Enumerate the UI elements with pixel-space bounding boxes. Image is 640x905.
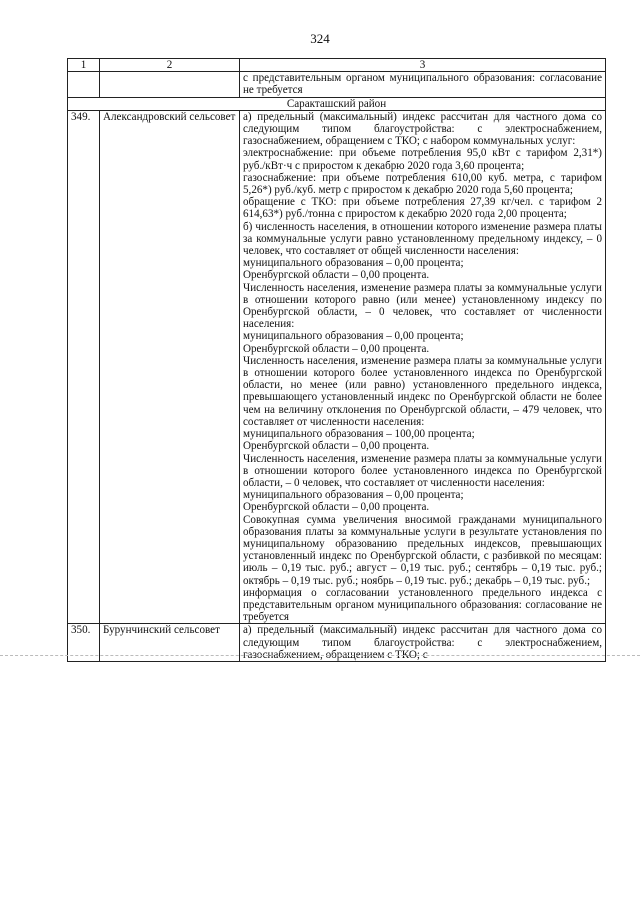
district-row (68, 97, 606, 110)
page-bottom-edge (0, 888, 640, 905)
share-region: Оренбургской области – 0,00 процента. (243, 342, 430, 355)
share-municipal: муниципального образования – 0,00 процента; (243, 330, 464, 343)
monthly-increase-summary: Совокупная сумма увеличения вносимой гражданами муниципального образования платы за коммунальные услуги в результате установления по муниципальному образованию предельных индексов, превышающих установленный индекс по Оренбургской области, с разбивкой по месяцам: июль – 0,19 тыс. руб.; август – 0,19 тыс. руб.; сентябрь – 0,19 тыс. руб.; октябрь – 0,19 тыс. руб.; ноябрь – 0,19 тыс. руб.; декабрь – 0,19 тыс. руб.; (243, 513, 602, 587)
page-number: 324 (310, 31, 330, 46)
row-number: 350. (68, 624, 100, 662)
row-details (240, 110, 606, 624)
index-description: а) предельный (максимальный) индекс рассчитан для частного дома со следующим типом благоустройства: с электроснабжением, газоснабжением, обращением с ТКО; с (243, 624, 602, 661)
gas-line: газоснабжение: при объеме потребления 610,00 куб. метра, с тарифом 5,26*) руб./куб. метр с приростом к декабрю 2020 года 5,60 процента; (243, 171, 602, 197)
population-above-index: Численность населения, изменение размера платы за коммунальные услуги в отношении которого более установленного индекса по Оренбургской области, – 0 человек, что составляет от численности населения: (243, 452, 602, 489)
municipality-name: Бурунчинский сельсовет (100, 624, 240, 662)
electricity-line: электроснабжение: при объеме потребления 95,0 кВт с тарифом 2,31*) руб./кВт·ч с приростом к декабрю 2020 года 3,60 процента; (243, 147, 602, 172)
population-equal-index: б) численность населения, в отношении которого изменение размера платы за коммунальные услуги равно установленному предельному индексу, – 0 человек, что составляет от общей численности населения: (243, 220, 602, 258)
district-heading: Саракташский район (68, 97, 606, 110)
column-number-2: 2 (100, 59, 240, 72)
municipality-name: Александровский сельсовет (100, 110, 240, 624)
waste-line: обращение с ТКО: при объеме потребления 27,39 кг/чел. с тарифом 2 614,63*) руб./тонна с приростом к декабрю 2020 года 2,00 процента; (243, 196, 602, 221)
column-number-1: 1 (68, 59, 100, 72)
share-municipal: муниципального образования – 0,00 процента; (243, 257, 464, 270)
column-number-3: 3 (240, 59, 606, 72)
share-municipal: муниципального образования – 0,00 процента; (243, 489, 464, 502)
document-table (67, 58, 606, 662)
population-below-index: Численность населения, изменение размера платы за коммунальные услуги в отношении которого равно (или менее) установленному индексу по Оренбургской области, – 0 человек, что составляет от численности населения: (243, 281, 602, 331)
index-description: а) предельный (максимальный) индекс рассчитан для частного дома со следующим типом благоустройства: с электроснабжением, газоснабжением, обращением с ТКО; с набором коммунальных услуг: (243, 110, 602, 148)
share-municipal: муниципального образования – 100,00 процента; (243, 428, 475, 441)
column-number-row (68, 59, 606, 72)
approval-info: информация о согласовании установленного предельного индекса с представительным органом муниципального образования: согласование не требуется (243, 586, 602, 624)
scan-fold-line (0, 655, 640, 656)
share-region: Оренбургской области – 0,00 процента. (243, 269, 430, 282)
share-region: Оренбургской области – 0,00 процента. (243, 501, 430, 514)
table-row-349 (68, 110, 606, 624)
continuation-text: с представительным органом муниципального образования: согласование не требуется (243, 72, 602, 97)
continuation-row (68, 72, 606, 97)
row-number: 349. (68, 110, 100, 624)
share-region: Оренбургской области – 0,00 процента. (243, 440, 430, 453)
population-between-index: Численность населения, изменение размера платы за коммунальные услуги в отношении которого более установленного индекса по Оренбургской области, но менее (или равно) установленного предельного индекса, превышающего установленный индекс по Оренбургской области не более чем на величину отклонения по Оренбургской области, – 479 человек, что составляет от численности населения: (243, 354, 602, 428)
